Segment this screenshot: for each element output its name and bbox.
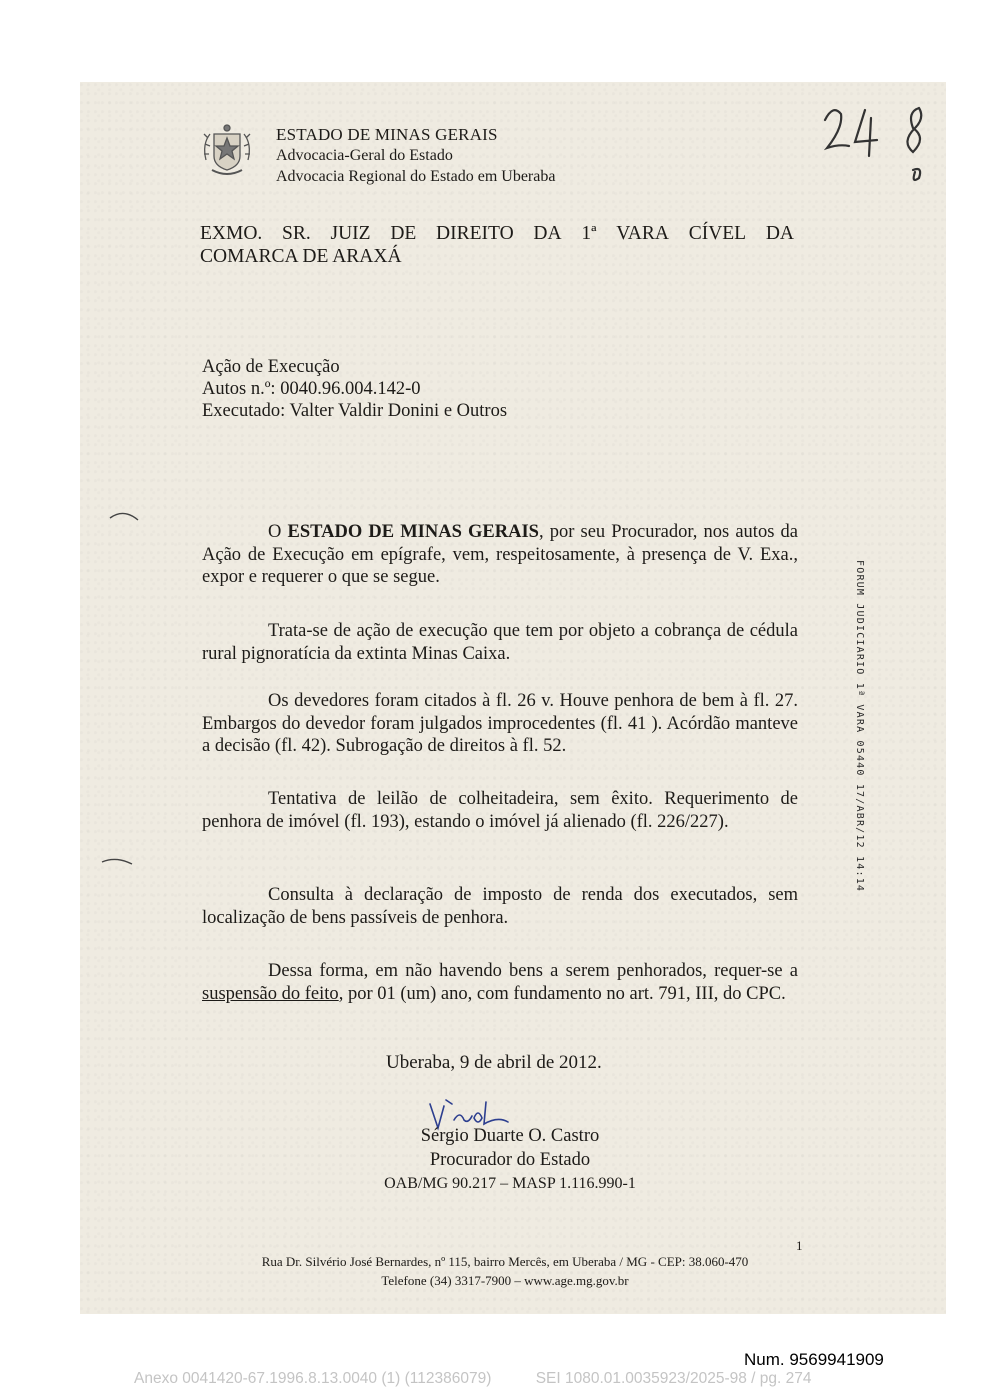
letterhead — [276, 124, 555, 187]
punch-hole-mark — [96, 840, 156, 880]
signer-registration: OAB/MG 90.217 – MASP 1.116.990-1 — [384, 1175, 636, 1192]
paragraph-5: Consulta à declaração de imposto de renda dos executados, sem localização de bens passíveis de penhora. — [202, 885, 798, 928]
case-caption — [202, 356, 507, 422]
addressee-line-1 — [200, 222, 794, 245]
p6-underlined: suspensão do feito — [202, 983, 339, 1004]
footer-contact: Telefone (34) 3317-7900 – www.age.mg.gov.br — [381, 1273, 629, 1288]
protocol-stamp: FORUM JUDICIARIO 1ª VARA 05440 17/ABR/12 14:14 — [854, 560, 865, 893]
addressee-word: DE — [390, 223, 417, 244]
signer-name: Sérgio Duarte O. Castro — [420, 1126, 600, 1146]
punch-hole-mark — [96, 500, 156, 540]
p1-bold-state: ESTADO DE MINAS GERAIS — [287, 522, 539, 542]
paragraph-1 — [202, 521, 798, 589]
addressee-word: DA — [765, 223, 794, 244]
footer-address: Rua Dr. Silvério José Bernardes, nº 115, bairro Mercês, em Uberaba / MG - CEP: 38.060-470 — [261, 1254, 749, 1269]
case-defendant: Executado: Valter Valdir Donini e Outros — [202, 401, 508, 421]
addressee-word: 1ª — [581, 223, 597, 244]
paragraph-3: Os devedores foram citados à fl. 26 v. Houve penhora de bem à fl. 27. Embargos do devedor foram julgados improcedentes (fl. 41 ). Acórdão manteve a decisão (fl. 42). Subrogação de direitos à fl. 52. — [202, 691, 798, 756]
signer-block — [340, 1124, 680, 1196]
paragraph-6 — [202, 960, 798, 1005]
watermark-sei: SEI 1080.01.0035923/2025-98 / pg. 274 — [535, 1370, 812, 1387]
addressee-word: DA — [533, 223, 562, 244]
addressee-word: JUIZ — [330, 223, 371, 244]
p6-text-a: Dessa forma, em não havendo bens a serem penhorados, requer-se a — [268, 961, 798, 981]
p1-lead: O — [268, 522, 282, 542]
addressee-line-2: COMARCA DE ARAXÁ — [200, 246, 402, 267]
document-id-number: Num. 9569941909 — [744, 1350, 884, 1369]
addressee-word: DIREITO — [436, 223, 514, 244]
page-number: 1 — [796, 1238, 803, 1253]
case-action: Ação de Execução — [202, 357, 340, 377]
letterhead-office: Advocacia Regional do Estado em Uberaba — [276, 168, 556, 185]
letterhead-footer — [210, 1252, 800, 1290]
watermark-annex: Anexo 0041420-67.1996.8.13.0040 (1) (112386079) — [134, 1370, 492, 1387]
case-number: Autos n.º: 0040.96.004.142-0 — [202, 379, 421, 399]
p1-text: , por seu Procurador, nos autos da Ação de Execução em epígrafe, vem, respeitosamente, à presença de V. Exa., expor e requerer o que se segue. — [202, 522, 798, 587]
minas-gerais-coat-of-arms-icon — [196, 120, 258, 184]
paragraph-2: Trata-se de ação de execução que tem por objeto a cobrança de cédula rural pignoratícia da extinta Minas Caixa. — [202, 621, 798, 664]
handwritten-folio-number — [815, 98, 945, 188]
signer-title: Procurador do Estado — [429, 1150, 591, 1170]
p6-text-b: , por 01 (um) ano, com fundamento no art. 791, III, do CPC. — [338, 983, 786, 1004]
paragraph-4: Tentativa de leilão de colheitadeira, sem êxito. Requerimento de penhora de imóvel (fl. 193), estando o imóvel já alienado (fl. 226/227). — [202, 789, 798, 832]
addressee-word: CÍVEL — [688, 223, 747, 244]
letterhead-state: ESTADO DE MINAS GERAIS — [276, 125, 498, 144]
addressee — [200, 222, 794, 268]
addressee-word: VARA — [616, 223, 669, 244]
watermark — [134, 1370, 851, 1388]
addressee-word: SR. — [282, 223, 311, 244]
document-date: Uberaba, 9 de abril de 2012. — [386, 1052, 602, 1073]
letterhead-agency: Advocacia-Geral do Estado — [276, 147, 453, 164]
addressee-word: EXMO. — [200, 223, 263, 244]
